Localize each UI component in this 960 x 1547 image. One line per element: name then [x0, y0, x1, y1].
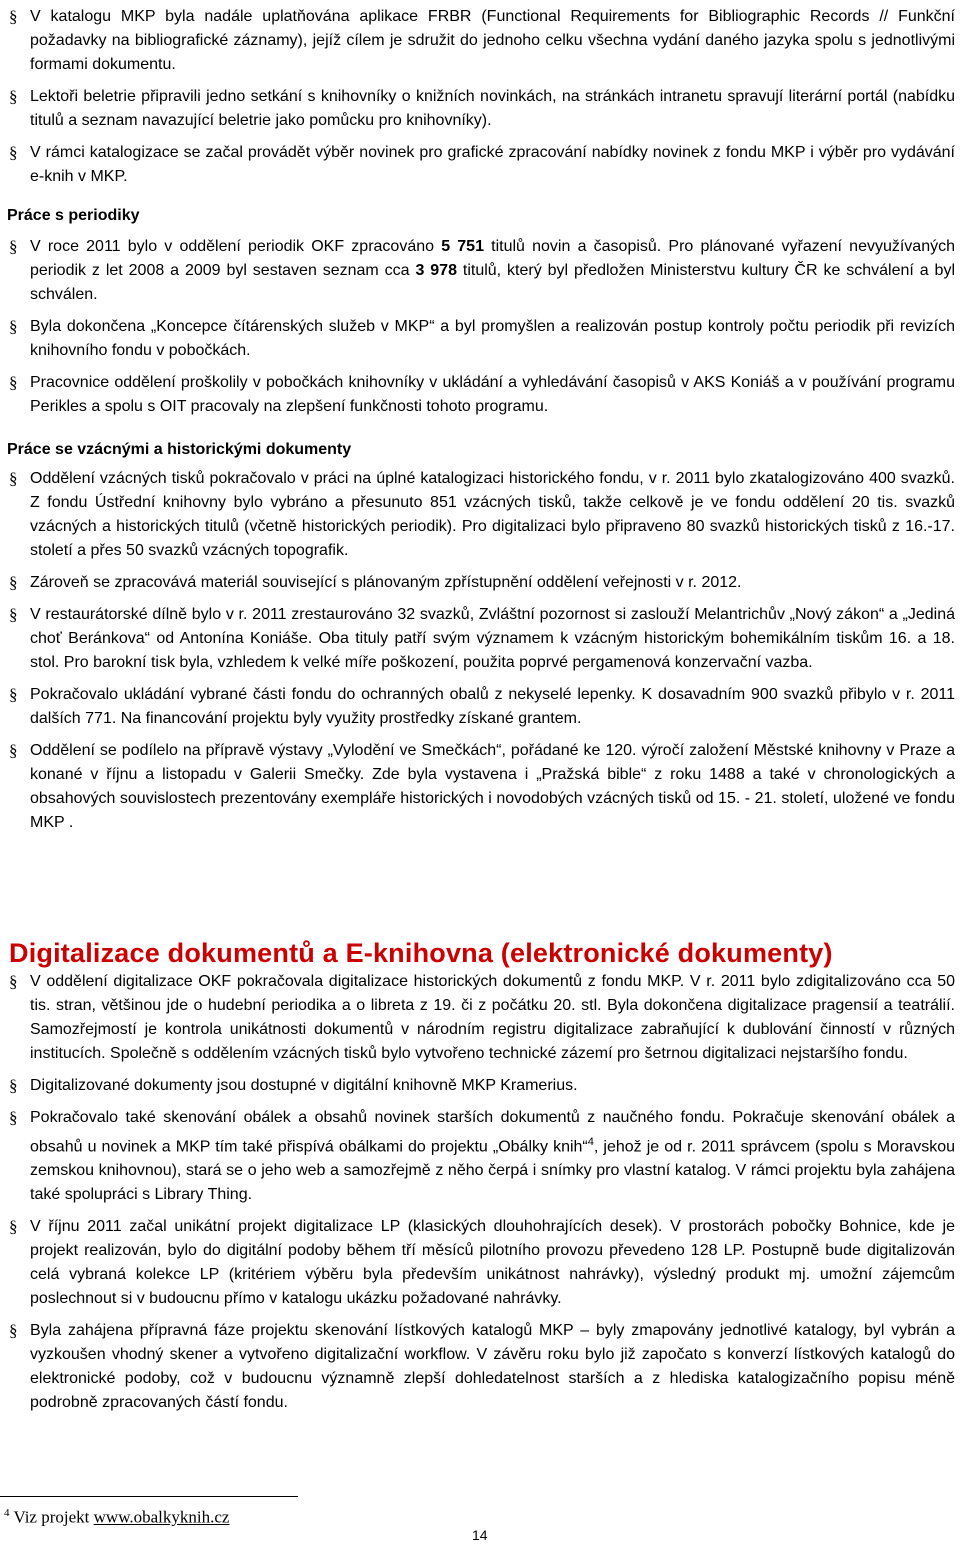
paragraph-text: Pracovnice oddělení proškolily v pobočkách knihovníky v ukládání a vyhledávání časopisů v AKS Koniáš a v používání programu Perikles a spolu s OIT pracovaly na zlepšení funkčnosti tohoto programu.: [30, 374, 955, 415]
list-item: [6, 235, 955, 307]
svg-text:§: §: [9, 1321, 18, 1341]
list-item: [6, 1074, 955, 1098]
chapter-heading: Digitalizace dokumentů a E-knihovna (elektronické dokumenty): [9, 938, 833, 968]
section-sign-bullet-icon: [6, 86, 22, 106]
section-sign-bullet-icon: [6, 6, 22, 26]
section-sign-bullet-icon: [6, 1075, 22, 1095]
section-sign-bullet-icon: [6, 142, 22, 162]
svg-text:§: §: [9, 7, 18, 26]
list-item: [6, 683, 955, 731]
paragraph-text: Pokračovalo také skenování obálek a obsahů novinek starších dokumentů z naučného fondu. Pokračuje skenování obálek a obsahů u novinek a MKP tím také přispívá obálkami do projektu „Obálky knih“$^4$, jehož je od r. 2011 správcem (spolu s Moravskou zemskou knihovnou), stará se o jeho web a samozřejmě z něho čerpá i snímky pro vlastní katalog. V rámci projektu byla zahájena také spolupráci s Library Thing.: [30, 1109, 955, 1204]
svg-text:§: §: [9, 685, 18, 704]
footnote-number: 4: [4, 1507, 10, 1519]
svg-text:§: §: [9, 373, 18, 392]
list-item: [6, 1319, 955, 1415]
footnote-text: Viz projekt: [13, 1507, 94, 1527]
footnote-separator: [0, 1496, 298, 1497]
paragraph-text: V říjnu 2011 začal unikátní projekt digitalizace LP (klasických dlouhohrajících desek). V prostorách pobočky Bohnice, kde je projekt realizován, bylo do digitální podoby během tří měsíců pilotního provozu převedeno 128 LP. Postupně bude digitalizován celá vybraná kolekce LP (kritériem výběru byla především unikátnost nahrávky), výsledný produkt mj. umožní zájemcům poslechnout si v budoucnu přímo v katalogu ukázku požadované nahrávky.: [30, 1218, 955, 1308]
paragraph-text: V roce 2011 bylo v oddělení periodik OKF zpracováno 5 751 titulů novin a časopisů. Pro plánované vyřazení nevyužívaných periodik z let 2008 a 2009 byl sestaven seznam cca 3 978 titulů, který byl předložen Ministerstvu kultury ČR ke schválení a byl schválen.: [30, 238, 956, 303]
section-sign-bullet-icon: [6, 572, 22, 592]
svg-text:§: §: [9, 87, 18, 106]
svg-text:§: §: [9, 972, 18, 991]
list-item: [6, 739, 955, 835]
svg-text:§: §: [9, 741, 18, 760]
footnote: [4, 1507, 229, 1528]
paragraph-text: Lektoři beletrie připravili jedno setkání s knihovníky o knižních novinkách, na stránkách intranetu spravují literární portál (nabídku titulů a seznam navazující beletrie jako pomůcku pro knihovníky).: [30, 88, 955, 129]
svg-text:§: §: [9, 573, 18, 592]
list-item: [6, 970, 955, 1066]
section-sign-bullet-icon: [6, 372, 22, 392]
svg-text:§: §: [9, 1217, 18, 1237]
paragraph-text: Byla zahájena přípravná fáze projektu skenování lístkových katalogů MKP – byly zmapovány jednotlivé katalogy, byl vybrán a vyzkoušen vhodný skener a vytvořeno digitalizační workflow. V závěru roku bylo již započato s konverzí lístkových katalogů do elektronické podoby, což v budoucnu významně zlepší dohledatelnost starších a z hlediska katalogizačního popisu méně podrobně zpracovaných částí fondu.: [30, 1322, 955, 1412]
list-item: [6, 603, 955, 675]
list-item: [6, 371, 955, 419]
list-item: [6, 85, 955, 133]
paragraph-text: V katalogu MKP byla nadále uplatňována aplikace FRBR (Functional Requirements for Bibliographic Records // Funkční požadavky na bibliografické záznamy), jejíž cílem je sdružit do jednoho celku všechna vydání daného jazyka spolu s jednotlivými formami dokumentu.: [30, 8, 955, 73]
svg-text:§: §: [9, 237, 18, 256]
section-sign-bullet-icon: [6, 468, 22, 488]
svg-text:§: §: [9, 1076, 18, 1095]
list-item: [6, 1106, 955, 1207]
section-heading: Práce se vzácnými a historickými dokumenty: [7, 441, 352, 458]
paragraph-text: V rámci katalogizace se začal provádět výběr novinek pro grafické zpracování nabídky novinek z fondu MKP i výběr pro vydávání e-knih v MKP.: [30, 144, 955, 185]
section-sign-bullet-icon: [6, 1107, 22, 1127]
paragraph-text: Byla dokončena „Koncepce čítárenských služeb v MKP“ a byl promyšlen a realizován postup kontroly počtu periodik při revizích knihovního fondu v pobočkách.: [30, 318, 955, 359]
paragraph-text: V oddělení digitalizace OKF pokračovala digitalizace historických dokumentů z fondu MKP. V r. 2011 bylo zdigitalizováno cca 50 tis. stran, většinou jde o hudební periodika a o libreta z 19. či z počátku 20. stl. Byla dokončena digitalizace pragensií a teatrálií. Samozřejmostí je kontrola unikátnosti dokumentů v národním registru digitalizace zabraňující k dublování činností v různých institucích. Společně s oddělením vzácných tisků bylo vytvořeno technické zázemí pro šetrnou digitalizaci nejstaršího fondu.: [30, 973, 955, 1062]
svg-text:§: §: [9, 143, 18, 162]
periodika-section: [5, 205, 955, 419]
section-sign-bullet-icon: [6, 1320, 22, 1340]
svg-text:§: §: [9, 605, 18, 624]
section-sign-bullet-icon: [6, 740, 22, 760]
section-heading: Práce s periodiky: [7, 207, 140, 224]
vzacne-section: [5, 439, 955, 835]
list-item: [6, 5, 955, 77]
paragraph-text: Zároveň se zpracovává materiál související s plánovaným zpřístupnění oddělení veřejnosti v r. 2012.: [30, 574, 742, 591]
svg-text:§: §: [9, 1108, 18, 1127]
list-item: [6, 1215, 955, 1311]
section-sign-bullet-icon: [6, 604, 22, 624]
paragraph-text: Pokračovalo ukládání vybrané části fondu do ochranných obalů z nekyselé lepenky. K dosavadním 900 svazků přibylo v r. 2011 dalších 771. Na financování projektu byly využity prostředky získané grantem.: [30, 686, 955, 727]
section-sign-bullet-icon: [6, 1216, 22, 1236]
paragraph-text: V restaurátorské dílně bylo v r. 2011 zrestaurováno 32 svazků, Zvláštní pozornost si zaslouží Melantrichův „Nový zákon“ a „Jediná choť Beránkova“ od Antonína Koniáše. Oba tituly patří svým významem k vzácným historickým bohemikálním tiskům 16. a 18. stol. Pro barokní tisk byla, vzhledem k velké míře poškození, použita poprvé pergamenová konzervační vazba.: [30, 606, 955, 671]
svg-text:§: §: [9, 469, 18, 488]
footnote-ref: 4: [587, 1136, 594, 1148]
paragraph-text: Oddělení vzácných tisků pokračovalo v práci na úplné katalogizaci historického fondu, v r. 2011 bylo zkatalogizováno 400 svazků. Z fondu Ústřední knihovny bylo vybráno a přesunuto 851 vzácných tisků, takže celkově je ve fondu oddělení 20 tis. svazků vzácných a historických titulů (včetně historických periodik). Pro digitalizaci bylo připraveno 80 svazků historických tisků z 16.-17. století a přes 50 svazků vzácných topografik.: [30, 470, 955, 559]
section-sign-bullet-icon: [6, 684, 22, 704]
digitalizace-section: [5, 938, 955, 1415]
section-sign-bullet-icon: [6, 236, 22, 256]
svg-text:§: §: [9, 317, 18, 336]
paragraph-text: Digitalizované dokumenty jsou dostupné v digitální knihovně MKP Kramerius.: [30, 1077, 578, 1094]
list-item: [6, 141, 955, 189]
section-sign-bullet-icon: [6, 971, 22, 991]
footnote-link[interactable]: www.obalkyknih.cz: [93, 1507, 230, 1527]
list-item: [6, 571, 955, 595]
page-number: 14: [472, 1527, 488, 1543]
list-item: [6, 467, 955, 563]
paragraph-text: Oddělení se podílelo na přípravě výstavy „Vylodění ve Smečkách“, pořádané ke 120. výročí založení Městské knihovny v Praze a konané v říjnu a listopadu v Galerii Smečky. Zde byla vystavena i „Pražská bible“ z roku 1488 a také v chronologických a obsahových souvislostech prezentovány exempláře historických i novodobých vzácných tisků od 15. - 21. století, uložené ve fondu MKP .: [30, 742, 955, 831]
list-item: [6, 315, 955, 363]
section-sign-bullet-icon: [6, 316, 22, 336]
katalogizace-block: [5, 5, 955, 189]
